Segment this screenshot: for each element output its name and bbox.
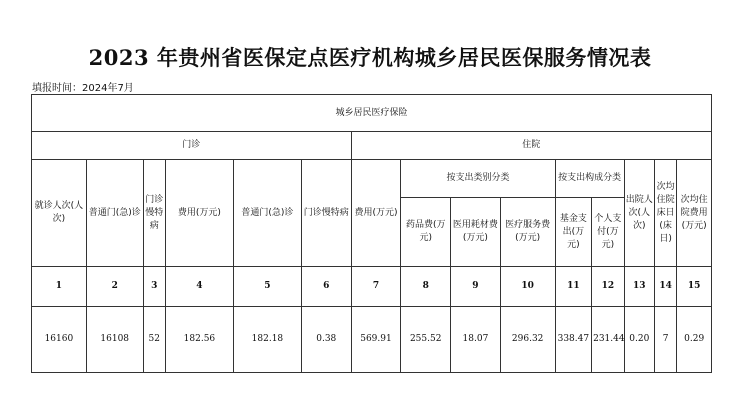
- avg-bed-days-header: 次均住院床日(床日): [655, 160, 677, 267]
- table-row: [32, 307, 712, 373]
- cell-value: 16160: [32, 307, 87, 373]
- by-category-header: 按支出类别分类: [401, 160, 555, 198]
- cell-value: 18.07: [451, 307, 501, 373]
- outpatient-header: 门诊: [32, 132, 352, 160]
- discharge-header: 出院人次(人次): [624, 160, 654, 267]
- service-table: [31, 94, 712, 373]
- fund-header: 基金支出(万元): [555, 198, 592, 267]
- col-number: 13: [624, 267, 654, 307]
- cell-value: 0.29: [677, 307, 712, 373]
- avg-cost-header: 次均住院费用(万元): [677, 160, 712, 267]
- col-number: 7: [351, 267, 401, 307]
- cell-value: 16108: [86, 307, 143, 373]
- col-number: 5: [233, 267, 301, 307]
- cell-value: 0.38: [301, 307, 351, 373]
- col-number: 9: [451, 267, 501, 307]
- drug-header: 药品费(万元): [401, 198, 451, 267]
- visits-header: 就诊人次(人次): [32, 160, 87, 267]
- col-number: 6: [301, 267, 351, 307]
- col-number: 2: [86, 267, 143, 307]
- inpatient-header: 住院: [351, 132, 711, 160]
- col-number: 1: [32, 267, 87, 307]
- col-number: 8: [401, 267, 451, 307]
- outpatient-cost-header: 费用(万元): [165, 160, 233, 267]
- cell-value: 7: [655, 307, 677, 373]
- cell-value: 231.44: [592, 307, 624, 373]
- general-cost-header: 普通门(急)诊: [233, 160, 301, 267]
- inpatient-cost-header: 费用(万元): [351, 160, 401, 267]
- self-pay-header: 个人支付(万元): [592, 198, 624, 267]
- col-number: 10: [500, 267, 555, 307]
- consumable-header: 医用耗材费(万元): [451, 198, 501, 267]
- cell-value: 296.32: [500, 307, 555, 373]
- cell-value: 182.18: [233, 307, 301, 373]
- col-number: 4: [165, 267, 233, 307]
- col-number: 15: [677, 267, 712, 307]
- cell-value: 52: [143, 307, 165, 373]
- page-title: 2023 年贵州省医保定点医疗机构城乡居民医保服务情况表: [88, 45, 652, 70]
- general-visits-header: 普通门(急)诊: [86, 160, 143, 267]
- medical-service-header: 医疗服务费(万元): [500, 198, 555, 267]
- cell-value: 0.20: [624, 307, 654, 373]
- cell-value: 569.91: [351, 307, 401, 373]
- col-number: 14: [655, 267, 677, 307]
- chronic-visits-header: 门诊慢特病: [143, 160, 165, 267]
- cell-value: 182.56: [165, 307, 233, 373]
- cell-value: 338.47: [555, 307, 592, 373]
- fill-time: 填报时间：2024年7月: [32, 83, 134, 94]
- cell-value: 255.52: [401, 307, 451, 373]
- column-number-row: [32, 267, 712, 307]
- col-number: 12: [592, 267, 624, 307]
- col-number: 11: [555, 267, 592, 307]
- col-number: 3: [143, 267, 165, 307]
- chronic-cost-header: 门诊慢特病: [301, 160, 351, 267]
- group-header: 城乡居民医疗保险: [32, 95, 712, 132]
- by-composition-header: 按支出构成分类: [555, 160, 624, 198]
